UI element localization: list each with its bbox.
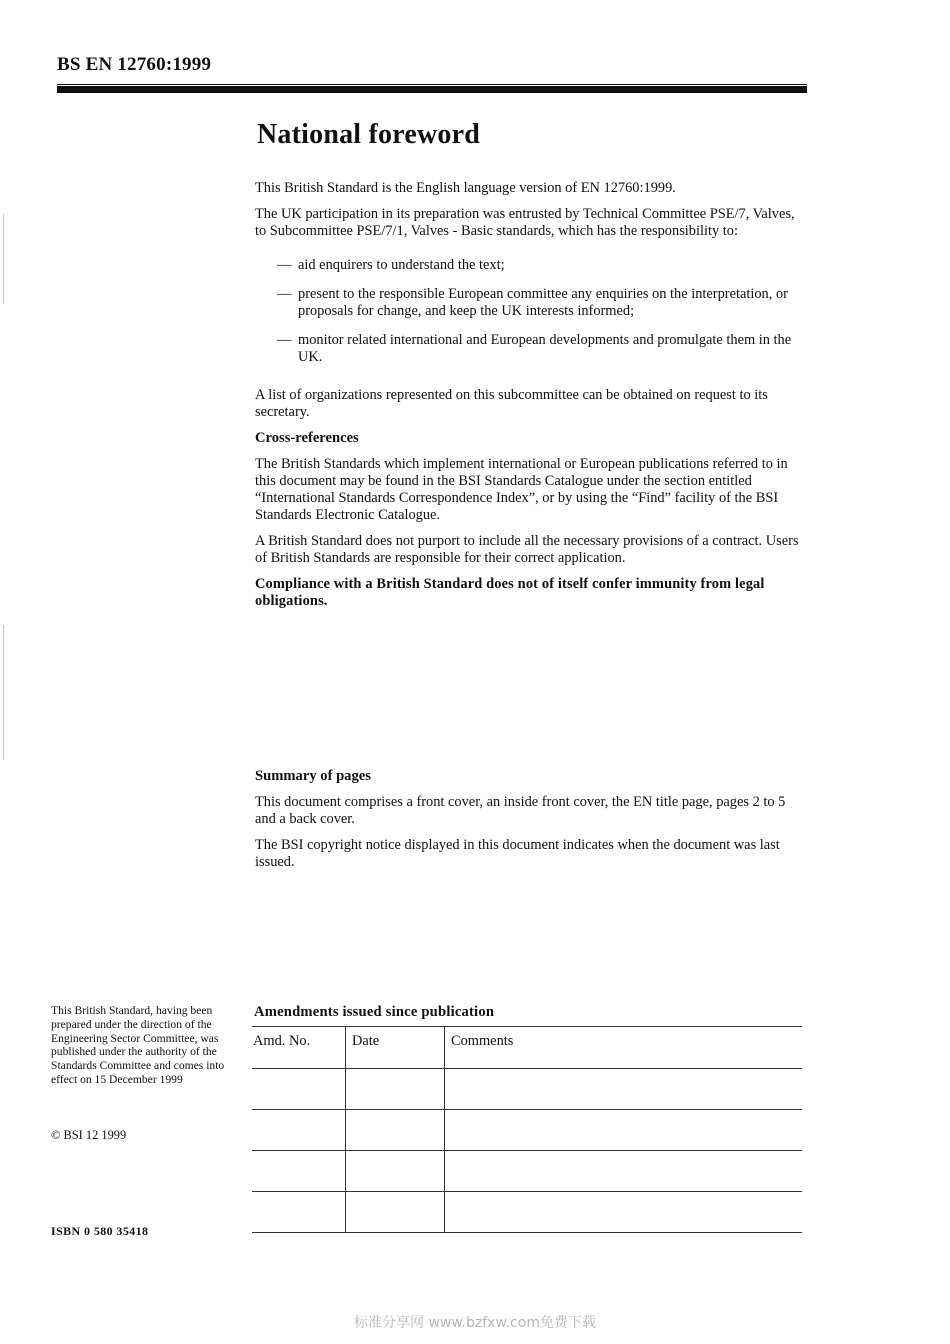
table-cell xyxy=(346,1069,445,1110)
intro-paragraph: This British Standard is the English language version of EN 12760:1999. xyxy=(255,180,676,196)
table-header-row xyxy=(252,1027,802,1069)
scan-mark xyxy=(3,625,4,760)
isbn-number: ISBN 0 580 35418 xyxy=(51,1224,149,1238)
table-cell xyxy=(445,1069,803,1110)
column-header: Comments xyxy=(445,1027,803,1069)
table-cell xyxy=(346,1110,445,1151)
amendments-table xyxy=(252,1026,802,1233)
dash-marker: — xyxy=(277,332,292,348)
header-rule xyxy=(57,86,807,93)
standard-id: BS EN 12760:1999 xyxy=(57,54,212,75)
page-title: National foreword xyxy=(257,119,480,150)
summary-heading: Summary of pages xyxy=(255,768,371,784)
list-item-text: present to the responsible European committee any enquiries on the interpretation, or proposals for change, and keep the UK interests informed; xyxy=(298,286,788,319)
summary-paragraph: This document comprises a front cover, an inside front cover, the EN title page, pages 2 to 5 and a back cover. xyxy=(255,794,786,827)
foreword-body xyxy=(255,118,807,619)
scan-mark xyxy=(3,214,4,304)
table-row xyxy=(252,1192,802,1233)
table-row xyxy=(252,1069,802,1110)
amendments-heading: Amendments issued since publication xyxy=(254,1004,495,1020)
table-row xyxy=(252,1151,802,1192)
compliance-statement: Compliance with a British Standard does not of itself confer immunity from legal obligations. xyxy=(255,576,765,609)
participation-paragraph: The UK participation in its preparation was entrusted by Technical Committee PSE/7, Valves, to Subcommittee PSE/7/1, Valves - Basic standards, which has the responsibility to: xyxy=(255,206,795,239)
cross-references-heading: Cross-references xyxy=(255,430,359,446)
organizations-paragraph: A list of organizations represented on this subcommittee can be obtained on request to its secretary. xyxy=(255,387,768,420)
list-item xyxy=(277,332,807,366)
table-cell xyxy=(346,1151,445,1192)
table-cell xyxy=(346,1192,445,1233)
provisions-paragraph: A British Standard does not purport to include all the necessary provisions of a contract. Users of British Standards are responsible for their correct application. xyxy=(255,533,799,566)
list-item xyxy=(277,286,807,320)
column-header: Date xyxy=(346,1027,445,1069)
table-cell xyxy=(252,1151,346,1192)
table-cell xyxy=(445,1110,803,1151)
dash-marker: — xyxy=(277,286,292,302)
list-item-text: monitor related international and European developments and promulgate them in the UK. xyxy=(298,332,792,365)
watermark-text: 标准分享网 www.bzfxw.com免费下载 xyxy=(354,1315,596,1331)
table-cell xyxy=(252,1192,346,1233)
table-row xyxy=(252,1110,802,1151)
list-item xyxy=(277,257,807,274)
dash-marker: — xyxy=(277,257,292,273)
list-item-text: aid enquirers to understand the text; xyxy=(298,257,505,273)
column-header: Amd. No. xyxy=(252,1027,346,1069)
copyright-line: © BSI 12 1999 xyxy=(51,1128,127,1142)
cross-references-paragraph: The British Standards which implement international or European publications referred to in this document may be found in the BSI Standards Catalogue under the section entitled “International Standards Correspondence Index”, or by using the “Find” facility of the BSI Standards Electronic Catalogue. xyxy=(255,456,788,523)
responsibility-list xyxy=(255,257,807,366)
table-cell xyxy=(445,1192,803,1233)
table-cell xyxy=(445,1151,803,1192)
summary-section xyxy=(255,768,807,880)
header-rule-thin xyxy=(57,84,807,85)
publication-note: This British Standard, having been prepared under the direction of the Engineering Sector Committee, was published under the authority of the Standards Committee and comes into effect on 15 December 1999 xyxy=(51,1004,225,1086)
copyright-notice-paragraph: The BSI copyright notice displayed in this document indicates when the document was last issued. xyxy=(255,837,780,870)
table-cell xyxy=(252,1069,346,1110)
table-cell xyxy=(252,1110,346,1151)
